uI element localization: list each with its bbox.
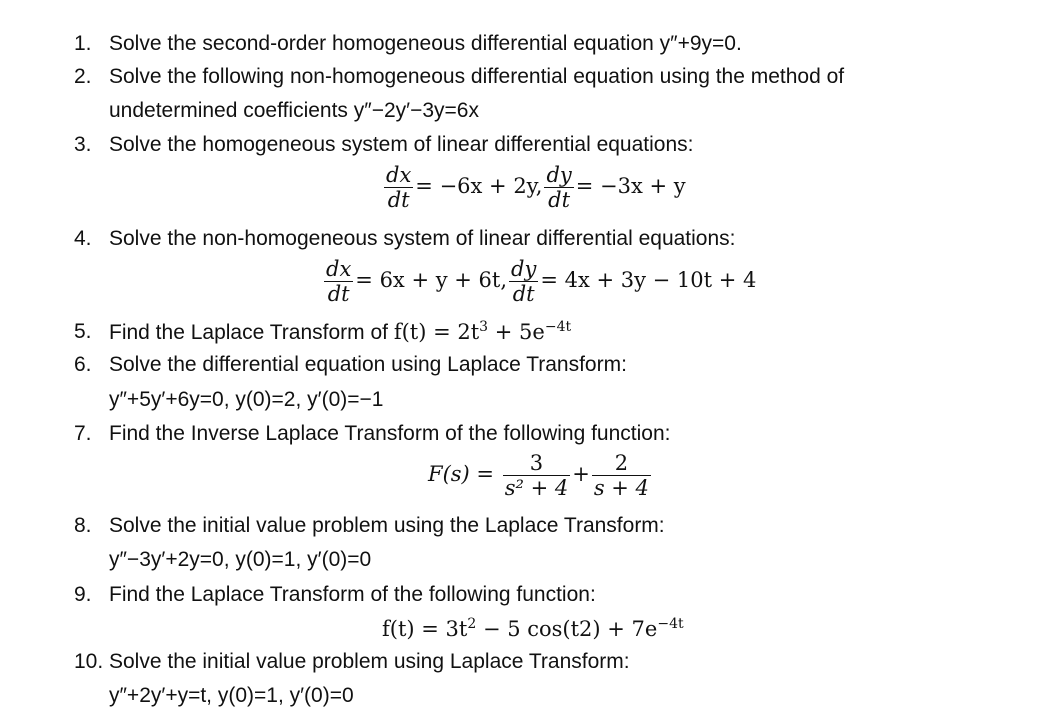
problem-text	[109, 320, 571, 345]
problem-text-part: Find the Laplace Transform of	[109, 321, 388, 344]
problem-number: 10.	[74, 650, 104, 673]
problem-text: Solve the homogeneous system of linear differential equations:	[109, 133, 694, 156]
function-equation	[428, 452, 653, 499]
fraction-denominator: s² + 4	[504, 476, 569, 500]
function-equation	[382, 617, 684, 641]
fraction-denominator: s + 4	[593, 476, 649, 500]
inline-math	[394, 320, 571, 344]
equation-system	[382, 164, 686, 211]
problem-number: 7.	[74, 422, 92, 445]
problem-number: 2.	[74, 65, 92, 88]
fraction-numerator: 2	[614, 451, 629, 475]
equation-system	[322, 258, 756, 305]
fraction-denominator: dt	[327, 282, 350, 306]
problem-text-continued: y″+2y′+y=t, y(0)=1, y′(0)=0	[109, 684, 354, 707]
fraction-numerator: dy	[546, 163, 572, 187]
problem-text: Solve the following non-homogeneous differential equation using the method of	[109, 65, 845, 88]
exponent: 3	[479, 319, 489, 335]
problem-text-continued: y″+5y′+6y=0, y(0)=2, y′(0)=−1	[109, 388, 384, 411]
problem-number: 8.	[74, 514, 92, 537]
fraction-numerator: dx	[326, 257, 352, 281]
fraction-numerator: dy	[511, 257, 537, 281]
problem-number: 9.	[74, 583, 92, 606]
math-part: f(t) = 3t	[382, 617, 468, 641]
problem-number: 6.	[74, 353, 92, 376]
equation-lhs: F(s) =	[428, 462, 495, 486]
plus-sign: +	[572, 462, 590, 486]
problem-number: 4.	[74, 227, 92, 250]
problem-text: Solve the initial value problem using Laplace Transform:	[109, 650, 630, 673]
problem-number: 3.	[74, 133, 92, 156]
problem-number: 1.	[74, 32, 92, 55]
exponent: 2	[467, 616, 477, 632]
equation-rhs: = −3x + y	[575, 174, 686, 198]
math-part: f(t) = 2t	[393, 320, 480, 344]
problem-text-continued: undetermined coefficients y″−2y′−3y=6x	[109, 99, 479, 122]
fraction-numerator: 3	[529, 451, 544, 475]
problem-text: Solve the non-homogeneous system of linear differential equations:	[109, 227, 736, 250]
equation-rhs: = 4x + 3y − 10t + 4	[540, 268, 757, 292]
equation-rhs: = 6x + y + 6t,	[355, 268, 508, 292]
math-part: + 5e	[488, 320, 545, 344]
fraction-numerator: dx	[386, 163, 412, 187]
math-part: − 5 cos(t2) + 7e	[476, 617, 658, 641]
fraction-denominator: dt	[387, 188, 410, 212]
exponent: −4t	[657, 616, 684, 632]
problem-text: Solve the second-order homogeneous differential equation y″+9y=0.	[109, 32, 742, 55]
fraction-denominator: dt	[512, 282, 535, 306]
problem-text-continued: y″−3y′+2y=0, y(0)=1, y′(0)=0	[109, 548, 372, 571]
fraction-denominator: dt	[548, 188, 571, 212]
exponent: −4t	[544, 319, 572, 335]
problem-text: Solve the differential equation using Laplace Transform:	[109, 353, 627, 376]
problem-number: 5.	[74, 320, 92, 343]
problem-text: Solve the initial value problem using the Laplace Transform:	[109, 514, 665, 537]
problem-text: Find the Inverse Laplace Transform of the following function:	[109, 422, 671, 445]
problem-text: Find the Laplace Transform of the following function:	[109, 583, 596, 606]
equation-rhs: = −6x + 2y,	[415, 174, 543, 198]
